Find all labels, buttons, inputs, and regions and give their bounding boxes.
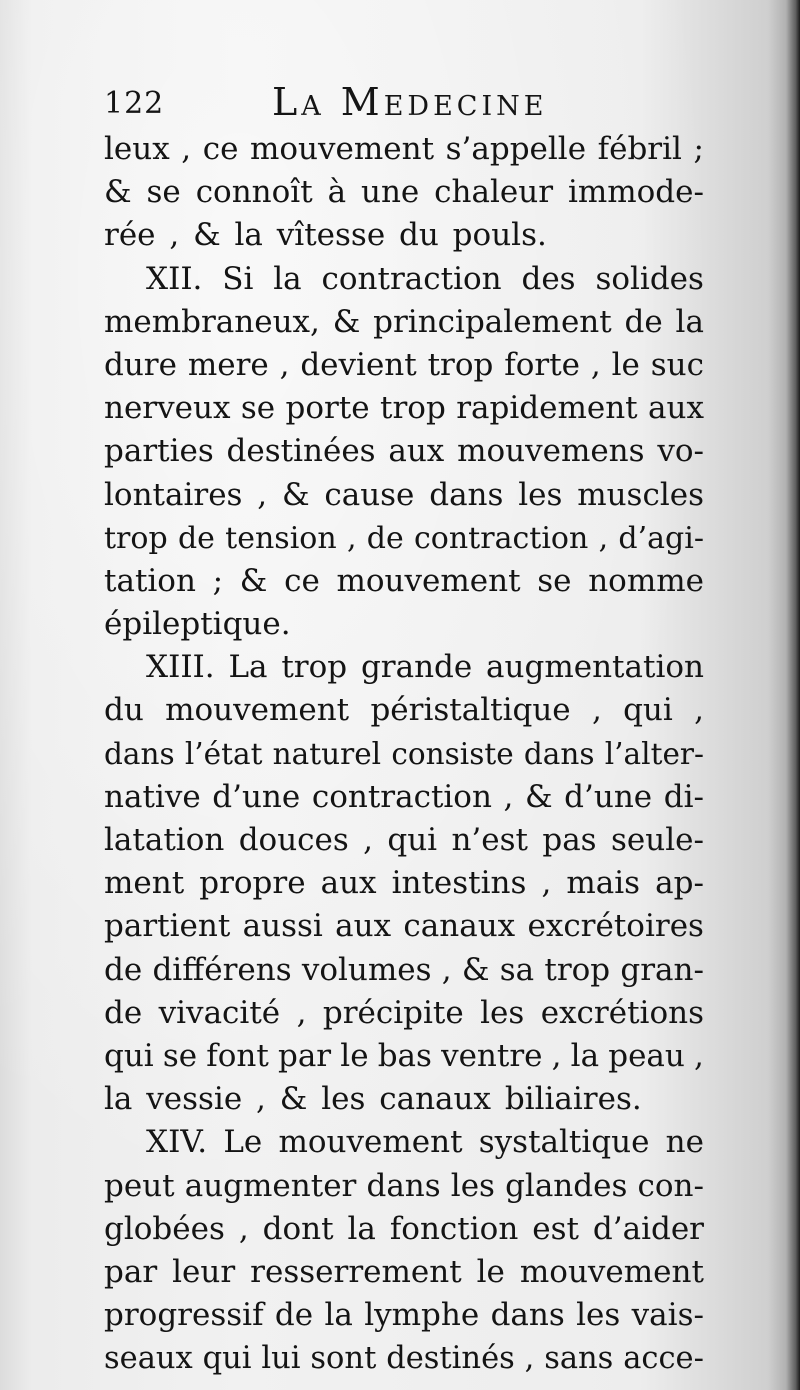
word: mouvement [249, 131, 435, 167]
text-line [104, 387, 704, 430]
word: , [363, 822, 374, 858]
text-line [104, 1035, 704, 1078]
word: seaux [104, 1341, 193, 1377]
word: les [450, 1167, 495, 1204]
word: , [296, 994, 307, 1031]
word: mouvemens [457, 433, 645, 470]
word: mouvement [165, 692, 350, 729]
word: de [274, 1297, 314, 1334]
text-line [104, 517, 704, 560]
text-line [104, 819, 704, 862]
word: de [177, 520, 215, 556]
word: & [239, 562, 268, 599]
word: connoît [195, 174, 313, 211]
word: con- [637, 1167, 704, 1204]
word: & [281, 476, 310, 513]
text-line: la vessie , & les canaux biliaires. [104, 1081, 642, 1118]
word: tation [104, 562, 196, 599]
page-number: 122 [104, 86, 165, 121]
word: la [324, 1297, 353, 1334]
word: parties [104, 433, 214, 470]
text-line [104, 733, 704, 776]
word: mouvement [519, 1253, 704, 1290]
word: différens [152, 951, 292, 988]
text-line [104, 1121, 704, 1164]
running-title: La Medecine [272, 80, 548, 124]
word: de [366, 520, 404, 556]
word: la [273, 260, 302, 297]
word: se [146, 174, 181, 211]
word: latation [104, 822, 225, 858]
word: aux [648, 390, 704, 427]
word: , [524, 1341, 535, 1377]
word: XIV. [146, 1124, 208, 1161]
word: gran- [620, 951, 704, 988]
word: peau [608, 1037, 685, 1074]
word: mais [566, 865, 641, 902]
word: sans [544, 1341, 614, 1377]
word: aussi [242, 908, 323, 945]
word: la [570, 1037, 600, 1074]
text-line [104, 301, 704, 344]
word: porte [285, 390, 370, 427]
word: , [694, 692, 704, 729]
word: ; [212, 562, 224, 599]
word: contraction [321, 260, 502, 297]
word: le [611, 346, 640, 383]
text-line [104, 646, 704, 689]
text-line [104, 1208, 704, 1251]
word: , [346, 520, 357, 556]
word: , [503, 778, 514, 815]
word: , [257, 476, 268, 513]
word: di- [663, 778, 704, 815]
word: La [228, 649, 268, 686]
text-line [104, 905, 704, 948]
word: dont [262, 1210, 334, 1247]
word: l’alter- [604, 736, 704, 771]
word: trop [380, 390, 446, 427]
word: qui [623, 692, 673, 729]
word: glandes [505, 1167, 628, 1204]
word: fébril [597, 131, 682, 167]
page-header [104, 80, 704, 126]
text-line [104, 862, 704, 905]
word: excrétoires [527, 908, 704, 945]
text-line [104, 430, 704, 473]
word: acce- [623, 1341, 704, 1377]
word: suc [650, 346, 704, 383]
word: chaleur [434, 174, 554, 211]
word: aux [388, 433, 445, 470]
word: n’est [451, 822, 528, 858]
word: & [104, 174, 132, 211]
word: , [238, 1210, 249, 1247]
word: trop [544, 951, 611, 988]
word: grande [360, 649, 473, 686]
word: seule- [610, 822, 704, 858]
word: qui [104, 1037, 154, 1074]
word: , [598, 520, 609, 556]
word: les [480, 994, 525, 1031]
word: destinées [226, 433, 376, 470]
word: rapidement [456, 390, 638, 427]
text-line: rée , & la vîtesse du pouls. [104, 217, 547, 254]
word: les [576, 1297, 621, 1334]
word: principalement [373, 303, 612, 340]
word: & [332, 303, 361, 340]
word: , [590, 346, 601, 383]
word: lui [261, 1341, 301, 1377]
word: partient [104, 908, 231, 945]
word: vo- [657, 433, 704, 470]
word: ce [284, 562, 320, 599]
word: membraneux, [104, 303, 320, 340]
word: pas [542, 822, 597, 858]
word: dure [104, 346, 177, 383]
word: dans [490, 1297, 565, 1334]
word: sont [310, 1341, 377, 1377]
word: , [441, 951, 452, 988]
word: la [675, 303, 704, 340]
word: lymphe [364, 1297, 480, 1334]
word: XIII. [146, 649, 215, 686]
word: augmenter [184, 1167, 357, 1204]
word: précipite [322, 994, 464, 1031]
word: propre [199, 865, 306, 902]
text-line [104, 949, 704, 992]
text-line [104, 560, 704, 603]
word: contraction [414, 520, 589, 556]
word: ce [202, 131, 239, 167]
page-gutter-shadow [786, 0, 800, 1390]
word: mere [187, 346, 269, 383]
word: du [104, 692, 144, 729]
word: de [104, 994, 143, 1031]
text-line [104, 128, 704, 171]
word: se [162, 1037, 198, 1074]
word: se [537, 562, 572, 599]
word: ap- [655, 865, 704, 902]
word: Si [222, 260, 254, 297]
word: dans [429, 476, 504, 513]
word: globées [104, 1210, 225, 1247]
word: excrétions [540, 994, 704, 1031]
word: , [591, 692, 602, 729]
word: péristaltique [370, 692, 571, 729]
word: qui [202, 1341, 252, 1377]
word: vivacité [158, 994, 281, 1031]
word: s’appelle [445, 131, 587, 167]
word: , [181, 131, 192, 167]
word: canaux [403, 908, 516, 945]
word: les [518, 476, 563, 513]
word: naturel [272, 736, 382, 771]
word: leux [104, 131, 170, 167]
text-line [104, 992, 704, 1035]
word: d’une [212, 778, 301, 815]
word: , [279, 346, 290, 383]
word: & [461, 951, 490, 988]
word: mouvement [336, 562, 521, 599]
word: font [206, 1037, 269, 1074]
word: d’agi- [618, 520, 704, 556]
word: à [327, 174, 347, 211]
text-line: épileptique. [104, 606, 291, 643]
word: douces [238, 822, 349, 858]
word: cause [324, 476, 415, 513]
word: , [541, 865, 552, 902]
word: une [360, 174, 420, 211]
text-line [104, 474, 704, 517]
word: leur [172, 1253, 236, 1290]
text-line [104, 258, 704, 301]
word: trop [427, 346, 494, 383]
word: sa [499, 951, 535, 988]
word: devient [300, 346, 417, 383]
word: XII. [146, 260, 203, 297]
word: la [347, 1210, 376, 1247]
text-line [104, 776, 704, 819]
word: le [340, 1037, 369, 1074]
word: trop [281, 649, 348, 686]
word: intestins [391, 865, 527, 902]
text-line [104, 1251, 704, 1294]
word: , [551, 1037, 562, 1074]
word: consiste [391, 736, 514, 771]
word: destinés [386, 1341, 515, 1377]
word: contraction [311, 778, 492, 815]
text-line [104, 1165, 704, 1208]
word: vais- [631, 1297, 704, 1334]
word: des [521, 260, 576, 297]
word: fonction [389, 1210, 519, 1247]
word: native [104, 778, 201, 815]
word: solides [595, 260, 704, 297]
word: ventre [441, 1037, 543, 1074]
word: bas [377, 1037, 432, 1074]
word: dans [366, 1167, 441, 1204]
word: , [694, 1037, 704, 1074]
word: nomme [588, 562, 704, 599]
word: est [532, 1210, 579, 1247]
word: le [476, 1253, 505, 1290]
text-line [104, 1294, 704, 1337]
word: qui [387, 822, 438, 858]
word: ne [665, 1124, 704, 1161]
word: forte [504, 346, 580, 383]
word: par [277, 1037, 332, 1074]
word: immode- [567, 174, 704, 211]
word: progressif [104, 1297, 264, 1334]
word: aux [320, 865, 377, 902]
word: dans [523, 736, 595, 771]
word: systaltique [478, 1124, 650, 1161]
word: aux [335, 908, 392, 945]
word: augmentation [486, 649, 704, 686]
word: ment [104, 865, 185, 902]
word: nerveux [104, 390, 231, 427]
word: l’état [184, 736, 263, 771]
word: resserrement [250, 1253, 462, 1290]
text-line [104, 171, 704, 214]
word: lontaires [104, 476, 243, 513]
word: se [240, 390, 276, 427]
text-line [104, 689, 704, 732]
word: Le [223, 1124, 263, 1161]
word: de [624, 303, 663, 340]
word: d’une [564, 778, 653, 815]
word: trop [104, 520, 168, 556]
word: peut [104, 1167, 175, 1204]
word: ; [693, 131, 704, 167]
word: tension [225, 520, 337, 556]
word: par [104, 1253, 158, 1290]
word: volumes [301, 951, 432, 988]
body-text [104, 128, 704, 1380]
word: & [524, 778, 553, 815]
word: muscles [577, 476, 704, 513]
word: d’aider [592, 1210, 704, 1247]
word: mouvement [278, 1124, 463, 1161]
text-line [104, 1337, 704, 1380]
word: dans [104, 736, 175, 771]
text-line [104, 344, 704, 387]
word: de [104, 951, 143, 988]
